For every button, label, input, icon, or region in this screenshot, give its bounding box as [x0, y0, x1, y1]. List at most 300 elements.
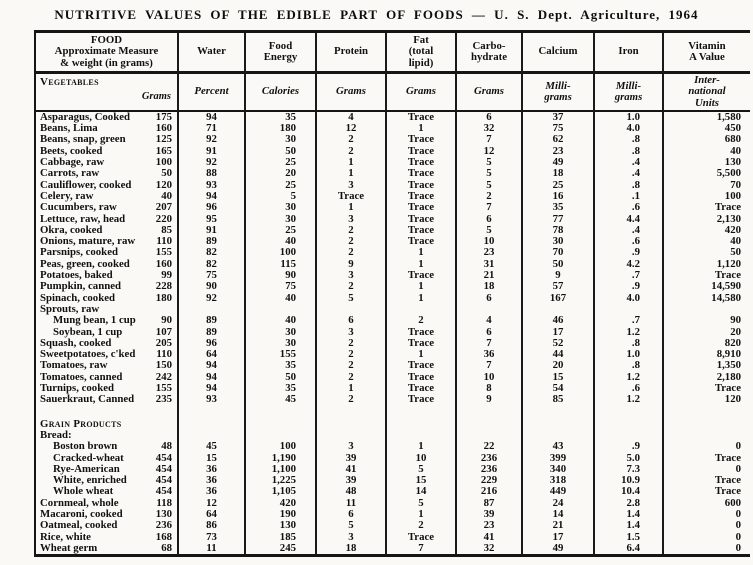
fat-cell: 15: [387, 475, 457, 486]
protein-cell: [317, 406, 387, 419]
food-grams: 454: [155, 463, 172, 475]
iron-cell: 10.4: [595, 486, 664, 497]
vitamin-a-cell: 420: [724, 224, 741, 236]
protein-cell: [317, 419, 387, 430]
table-row: [36, 112, 750, 123]
water-cell: 64: [179, 509, 246, 520]
header-line: Approximate Measure: [54, 45, 159, 58]
water-cell: 91: [179, 225, 246, 236]
food-grams: 155: [155, 247, 172, 259]
food-cell: [36, 112, 179, 123]
unit-line: Percent: [194, 85, 229, 98]
fat-cell: [387, 406, 457, 419]
food-cell: [36, 327, 179, 338]
table-row: [36, 157, 750, 168]
column-header-iron: [595, 33, 664, 74]
calcium-cell: 57: [523, 281, 595, 292]
section-header-row: [36, 419, 750, 430]
carbohydrate-cell: 236: [457, 453, 523, 464]
carbohydrate-cell: 6: [457, 214, 523, 225]
header-line: lipid): [408, 56, 434, 69]
fat-cell: [387, 419, 457, 430]
food-energy-cell: 90: [246, 270, 317, 281]
food-name: Onions, mature, raw: [40, 236, 136, 248]
carbohydrate-cell: [457, 406, 523, 419]
protein-cell: 9: [317, 259, 387, 270]
fat-cell: 1: [387, 281, 457, 292]
food-name: Peas, green, cooked: [40, 258, 130, 270]
units-cell-carbohydrate: [457, 74, 523, 112]
food-name: Asparagus, Cooked: [40, 111, 130, 123]
food-grams: 175: [155, 111, 172, 123]
section-header-row: [36, 304, 750, 315]
food-energy-cell: [246, 304, 317, 315]
protein-cell: 3: [317, 214, 387, 225]
food-cell: [36, 304, 179, 315]
iron-cell: 4.2: [595, 259, 664, 270]
water-cell: [179, 406, 246, 419]
unit-line: grams: [544, 90, 572, 103]
table-row: [36, 338, 750, 349]
protein-cell: 3: [317, 532, 387, 543]
unit-line: grams: [614, 90, 643, 103]
iron-cell: .1: [595, 191, 664, 202]
protein-cell: 2: [317, 236, 387, 247]
water-cell: 36: [179, 464, 246, 475]
iron-cell: .6: [595, 383, 664, 394]
vitamin-a-cell: 1,350: [716, 360, 741, 372]
food-name: Sauerkraut, Canned: [40, 394, 135, 406]
carbohydrate-cell: 8: [457, 383, 523, 394]
water-cell: 92: [179, 293, 246, 304]
vitamin-a-cell: Trace: [714, 486, 741, 498]
table-row: [36, 315, 750, 326]
fat-cell: Trace: [387, 360, 457, 371]
water-cell: 36: [179, 475, 246, 486]
food-cell: [36, 315, 179, 326]
table-row: [36, 191, 750, 202]
food-name: Potatoes, baked: [40, 270, 113, 282]
table-row: [36, 441, 750, 452]
unit-line: Inter-: [694, 74, 720, 86]
column-header-vitamin-a: [664, 33, 750, 74]
header-line: Energy: [263, 51, 298, 63]
header-line: Food: [268, 39, 293, 52]
food-energy-cell: 25: [246, 225, 317, 236]
vitamin-a-cell: 2,130: [716, 213, 741, 225]
protein-cell: [317, 304, 387, 315]
calcium-cell: 85: [523, 394, 595, 405]
table-row: [36, 293, 750, 304]
unit-line: Grams: [406, 85, 436, 98]
iron-cell: .4: [595, 225, 664, 236]
table-row: [36, 349, 750, 360]
food-grams: 110: [156, 236, 172, 248]
calcium-cell: 49: [523, 157, 595, 168]
calcium-cell: 37: [523, 112, 595, 123]
water-cell: 93: [179, 394, 246, 405]
table-row: [36, 520, 750, 531]
food-name: Sprouts, raw: [40, 303, 100, 315]
protein-cell: 18: [317, 543, 387, 554]
food-name: Pumpkin, canned: [40, 281, 122, 293]
vitamin-a-cell: Trace: [714, 202, 741, 214]
fat-cell: Trace: [387, 327, 457, 338]
vitamin-a-cell: [664, 406, 750, 419]
food-grams: 48: [161, 441, 172, 453]
carbohydrate-cell: 6: [457, 327, 523, 338]
table-row: [36, 270, 750, 281]
calcium-cell: 24: [523, 498, 595, 509]
water-cell: 96: [179, 338, 246, 349]
fat-cell: Trace: [387, 146, 457, 157]
food-name: Boston brown: [53, 441, 118, 453]
iron-cell: .6: [595, 236, 664, 247]
table-row: [36, 202, 750, 213]
iron-cell: .7: [595, 270, 664, 281]
protein-cell: [317, 430, 387, 441]
food-grams: 160: [155, 123, 172, 135]
header-line: Water: [197, 45, 226, 58]
protein-cell: 39: [317, 475, 387, 486]
carbohydrate-cell: 7: [457, 134, 523, 145]
vitamin-a-cell: 8,910: [716, 349, 741, 361]
food-grams: 120: [155, 179, 172, 191]
food-name: Mung bean, 1 cup: [53, 315, 136, 327]
protein-cell: 2: [317, 134, 387, 145]
carbohydrate-cell: 4: [457, 315, 523, 326]
vitamin-a-cell: 820: [724, 337, 741, 349]
fat-cell: [387, 430, 457, 441]
iron-cell: .6: [595, 202, 664, 213]
table-row: [36, 453, 750, 464]
iron-cell: 1.2: [595, 327, 664, 338]
table-row: [36, 146, 750, 157]
food-cell: [36, 259, 179, 270]
food-name: Cornmeal, whole: [40, 497, 119, 509]
water-cell: 89: [179, 315, 246, 326]
protein-cell: 2: [317, 360, 387, 371]
table-row: [36, 475, 750, 486]
food-energy-cell: 1,190: [246, 453, 317, 464]
table-row: [36, 259, 750, 270]
carbohydrate-cell: 7: [457, 338, 523, 349]
water-cell: 88: [179, 168, 246, 179]
calcium-cell: 14: [523, 509, 595, 520]
fat-cell: Trace: [387, 202, 457, 213]
iron-cell: 1.0: [595, 112, 664, 123]
fat-cell: Trace: [387, 532, 457, 543]
header-row: [36, 33, 750, 74]
food-grams: 155: [155, 383, 172, 395]
fat-cell: 1: [387, 349, 457, 360]
food-name: Soybean, 1 cup: [53, 326, 123, 338]
protein-cell: 3: [317, 327, 387, 338]
food-cell: [36, 430, 179, 441]
food-grams: 236: [155, 520, 172, 532]
food-cell: [36, 202, 179, 213]
food-grams: 68: [161, 542, 172, 554]
water-cell: 64: [179, 349, 246, 360]
food-name: Lettuce, raw, head: [40, 213, 126, 225]
fat-cell: Trace: [387, 214, 457, 225]
protein-cell: 2: [317, 349, 387, 360]
food-cell: [36, 134, 179, 145]
vitamin-a-cell: 450: [724, 123, 741, 135]
vitamin-a-cell: 50: [730, 247, 741, 259]
carbohydrate-cell: 5: [457, 180, 523, 191]
unit-line: Calories: [261, 85, 300, 98]
calcium-cell: [523, 406, 595, 419]
food-grams: 454: [155, 452, 172, 464]
protein-cell: 4: [317, 112, 387, 123]
fat-cell: Trace: [387, 394, 457, 405]
food-energy-cell: 245: [246, 543, 317, 554]
water-cell: 93: [179, 180, 246, 191]
protein-cell: 3: [317, 270, 387, 281]
food-energy-cell: 420: [246, 498, 317, 509]
food-grams: 180: [155, 292, 172, 304]
food-name: Carrots, raw: [40, 168, 100, 180]
water-cell: 11: [179, 543, 246, 554]
vitamin-a-cell: 5,500: [716, 168, 741, 180]
table-row: [36, 236, 750, 247]
table-row: [36, 327, 750, 338]
food-energy-cell: [246, 419, 317, 430]
food-cell: [36, 406, 179, 419]
iron-cell: .8: [595, 338, 664, 349]
food-name: Beans, snap, green: [40, 134, 126, 146]
protein-cell: 5: [317, 293, 387, 304]
grams-unit-label: Grams: [141, 91, 171, 102]
table-row: [36, 281, 750, 292]
vitamin-a-cell: 120: [724, 394, 741, 406]
food-energy-cell: 30: [246, 327, 317, 338]
header-line: hydrate: [471, 51, 507, 63]
calcium-cell: 16: [523, 191, 595, 202]
food-name: Cabbage, raw: [40, 157, 105, 169]
protein-cell: 2: [317, 394, 387, 405]
fat-cell: Trace: [387, 112, 457, 123]
unit-line: national: [688, 85, 726, 98]
food-energy-cell: 40: [246, 293, 317, 304]
vitamin-a-cell: 680: [724, 134, 741, 146]
vitamin-a-cell: 70: [730, 179, 741, 191]
water-cell: [179, 304, 246, 315]
water-cell: 94: [179, 383, 246, 394]
food-name: Squash, cooked: [40, 337, 112, 349]
units-cell-calcium: [523, 74, 595, 112]
food-cell: [36, 225, 179, 236]
food-grams: 130: [155, 508, 172, 520]
food-name: Macaroni, cooked: [40, 508, 123, 520]
food-name: Parsnips, cooked: [40, 247, 118, 259]
food-energy-cell: 75: [246, 281, 317, 292]
water-cell: 73: [179, 532, 246, 543]
iron-cell: .8: [595, 360, 664, 371]
food-grams: 150: [155, 360, 172, 372]
units-cell-iron: [595, 74, 664, 112]
fat-cell: 1: [387, 123, 457, 134]
protein-cell: 12: [317, 123, 387, 134]
food-energy-cell: 30: [246, 134, 317, 145]
fat-cell: 7: [387, 543, 457, 554]
food-cell: [36, 214, 179, 225]
fat-cell: 1: [387, 247, 457, 258]
food-grams: 454: [155, 475, 172, 487]
calcium-cell: 30: [523, 236, 595, 247]
water-cell: 94: [179, 372, 246, 383]
units-cell-vitamin-a: [664, 74, 750, 112]
food-energy-cell: 35: [246, 360, 317, 371]
fat-cell: Trace: [387, 157, 457, 168]
carbohydrate-cell: 236: [457, 464, 523, 475]
vitamin-a-cell: 0: [735, 508, 741, 520]
food-cell: [36, 475, 179, 486]
table-row: [36, 214, 750, 225]
fat-cell: Trace: [387, 225, 457, 236]
food-cell: [36, 441, 179, 452]
food-energy-cell: 190: [246, 509, 317, 520]
vitamin-a-cell: 100: [724, 190, 741, 202]
calcium-cell: 21: [523, 520, 595, 531]
food-cell: [36, 394, 179, 405]
protein-cell: 41: [317, 464, 387, 475]
protein-cell: 2: [317, 338, 387, 349]
carbohydrate-cell: 5: [457, 168, 523, 179]
vitamin-a-cell: Trace: [714, 383, 741, 395]
fat-cell: [387, 304, 457, 315]
column-header-protein: [317, 33, 387, 74]
calcium-cell: 9: [523, 270, 595, 281]
units-cell-protein: [317, 74, 387, 112]
protein-cell: 5: [317, 520, 387, 531]
column-header-carbohydrate: [457, 33, 523, 74]
protein-cell: 1: [317, 202, 387, 213]
iron-cell: .9: [595, 247, 664, 258]
food-name: Rye-American: [53, 463, 120, 475]
food-energy-cell: 100: [246, 247, 317, 258]
header-line: & weight (in grams): [60, 56, 153, 69]
water-cell: 95: [179, 214, 246, 225]
vitamin-a-cell: [664, 419, 750, 430]
food-energy-cell: 130: [246, 520, 317, 531]
calcium-cell: 46: [523, 315, 595, 326]
table-row: [36, 134, 750, 145]
column-header-fat: [387, 33, 457, 74]
protein-cell: 1: [317, 157, 387, 168]
carbohydrate-cell: 9: [457, 394, 523, 405]
iron-cell: [595, 304, 664, 315]
iron-cell: .4: [595, 157, 664, 168]
unit-line: Grams: [336, 85, 366, 98]
protein-cell: 2: [317, 281, 387, 292]
food-grams: 220: [155, 213, 172, 225]
protein-cell: Trace: [317, 191, 387, 202]
carbohydrate-cell: 32: [457, 123, 523, 134]
carbohydrate-cell: 7: [457, 202, 523, 213]
column-header-water: [179, 33, 246, 74]
iron-cell: 7.3: [595, 464, 664, 475]
water-cell: 89: [179, 327, 246, 338]
food-cell: [36, 191, 179, 202]
fat-cell: Trace: [387, 372, 457, 383]
carbohydrate-cell: 12: [457, 146, 523, 157]
food-cell: [36, 157, 179, 168]
fat-cell: Trace: [387, 168, 457, 179]
table-row: [36, 486, 750, 497]
protein-cell: 2: [317, 146, 387, 157]
water-cell: 86: [179, 520, 246, 531]
water-cell: 92: [179, 134, 246, 145]
food-cell: [36, 293, 179, 304]
table-row: [36, 247, 750, 258]
iron-cell: .4: [595, 168, 664, 179]
column-header-calcium: [523, 33, 595, 74]
units-row: [36, 74, 750, 112]
food-cell: [36, 338, 179, 349]
iron-cell: .9: [595, 281, 664, 292]
food-energy-cell: 30: [246, 214, 317, 225]
calcium-cell: 399: [523, 453, 595, 464]
food-energy-cell: 25: [246, 180, 317, 191]
food-energy-cell: 40: [246, 315, 317, 326]
carbohydrate-cell: 36: [457, 349, 523, 360]
food-energy-cell: 155: [246, 349, 317, 360]
food-name: Beets, cooked: [40, 145, 103, 157]
vitamin-a-cell: 1,580: [716, 111, 741, 123]
iron-cell: 1.2: [595, 372, 664, 383]
food-energy-cell: 1,100: [246, 464, 317, 475]
fat-cell: Trace: [387, 134, 457, 145]
carbohydrate-cell: [457, 419, 523, 430]
fat-cell: Trace: [387, 383, 457, 394]
iron-cell: .9: [595, 441, 664, 452]
food-name: Wheat germ: [40, 542, 98, 554]
fat-cell: 5: [387, 498, 457, 509]
units-cell-food-energy: [246, 74, 317, 112]
carbohydrate-cell: 6: [457, 293, 523, 304]
food-energy-cell: 185: [246, 532, 317, 543]
calcium-cell: 20: [523, 360, 595, 371]
food-energy-cell: 115: [246, 259, 317, 270]
iron-cell: 4.0: [595, 123, 664, 134]
vitamin-a-cell: 14,590: [711, 281, 741, 293]
iron-cell: 1.5: [595, 532, 664, 543]
calcium-cell: 49: [523, 543, 595, 554]
calcium-cell: 449: [523, 486, 595, 497]
iron-cell: [595, 419, 664, 430]
fat-cell: 2: [387, 520, 457, 531]
iron-cell: .7: [595, 315, 664, 326]
food-cell: [36, 509, 179, 520]
vitamin-a-cell: Trace: [714, 452, 741, 464]
column-header-food: [36, 33, 179, 74]
food-name: Cracked-wheat: [53, 452, 124, 464]
fat-cell: 1: [387, 509, 457, 520]
protein-cell: 6: [317, 315, 387, 326]
protein-cell: 39: [317, 453, 387, 464]
water-cell: 91: [179, 146, 246, 157]
food-cell: [36, 543, 179, 554]
iron-cell: 10.9: [595, 475, 664, 486]
food-cell: [36, 464, 179, 475]
water-cell: 15: [179, 453, 246, 464]
table-row: [36, 498, 750, 509]
iron-cell: 2.8: [595, 498, 664, 509]
calcium-cell: 23: [523, 146, 595, 157]
header-line: A Value: [689, 51, 725, 63]
